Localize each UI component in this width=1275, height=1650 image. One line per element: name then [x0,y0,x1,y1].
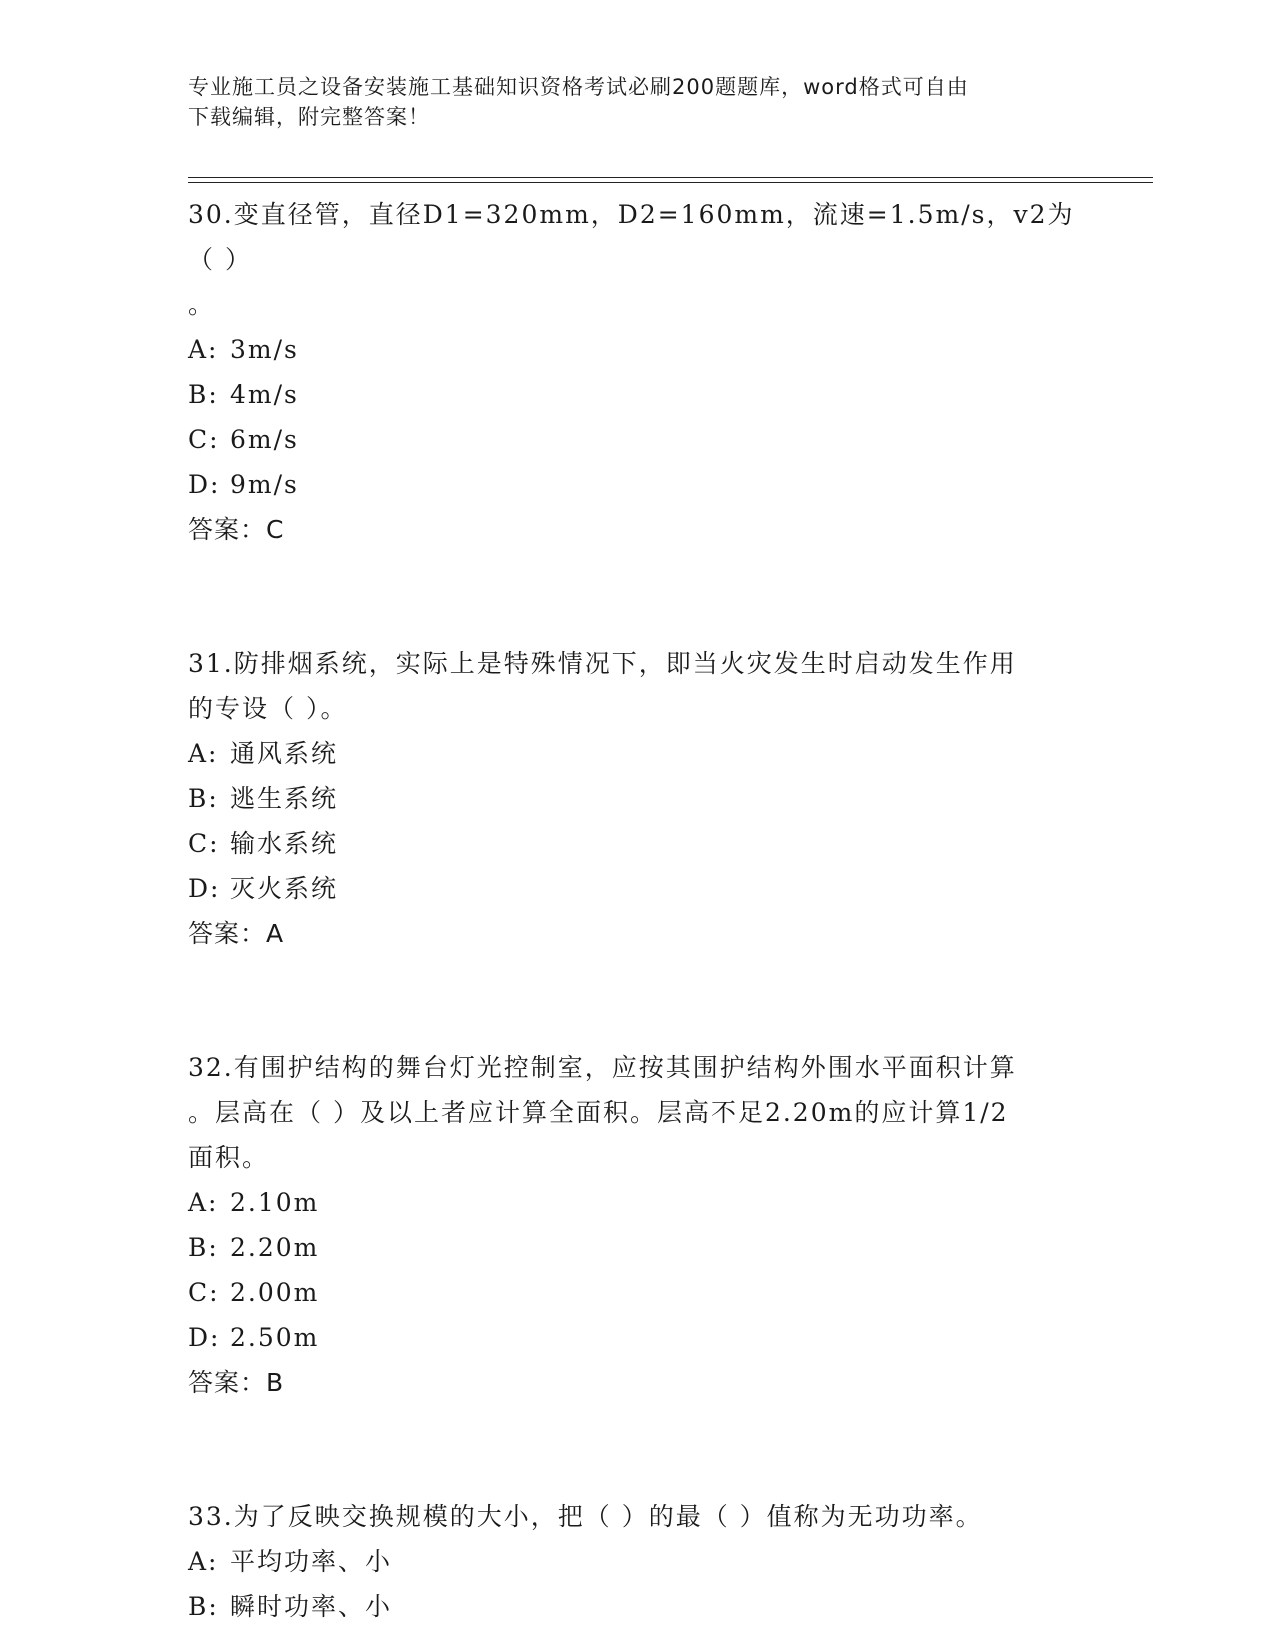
question-stem-line: 31.防排烟系统，实际上是特殊情况下，即当火灾发生时启动发生作用 [188,649,1017,678]
option-text: 逃生系统 [230,784,339,813]
answer-option [188,462,1088,507]
question-stem-line: 的专设（ ）。 [188,694,348,723]
option-letter: C: [188,1278,220,1307]
option-letter: B: [188,380,219,409]
option-text: 通风系统 [230,739,339,768]
option-text: 2.20m [230,1233,320,1262]
answer-option [188,1180,1088,1225]
option-text: 3m/s [230,335,299,364]
question-block [188,641,1088,956]
document-header [188,72,1068,132]
question-block [188,1494,1088,1629]
header-line-1: 专业施工员之设备安装施工基础知识资格考试必刷200题题库，word格式可自由 [188,75,969,99]
option-letter: B: [188,1233,219,1262]
option-letter: C: [188,425,220,454]
question-block [188,192,1088,552]
answer-option [188,1225,1088,1270]
answer-option [188,731,1088,776]
option-letter: B: [188,1592,219,1621]
option-text: 2.00m [230,1278,320,1307]
header-divider-bottom [188,182,1153,183]
header-line-2: 下载编辑，附完整答案！ [188,105,430,129]
option-text: 9m/s [230,470,299,499]
option-letter: D: [188,1323,221,1352]
question-block [188,1045,1088,1405]
header-divider-top [188,177,1153,178]
answer-option [188,776,1088,821]
option-letter: D: [188,874,221,903]
option-text: 输水系统 [230,829,339,858]
option-letter: B: [188,784,219,813]
answer-key: 答案：A [188,919,285,948]
answer-option [188,1584,1088,1629]
question-stem-line: 。层高在（ ）及以上者应计算全面积。层高不足2.20m的应计算1/2 [188,1098,1009,1127]
answer-key: 答案：C [188,515,285,544]
answer-option [188,866,1088,911]
question-stem-line: 30.变直径管，直径D1=320mm，D2=160mm，流速=1.5m/s，v2为（ ） [188,200,1075,274]
answer-option [188,1315,1088,1360]
option-letter: A: [188,1188,219,1217]
option-letter: A: [188,335,219,364]
question-stem-line: 。 [188,290,216,319]
option-letter: C: [188,829,220,858]
option-text: 6m/s [230,425,299,454]
answer-key: 答案：B [188,1368,285,1397]
question-list [188,192,1088,1629]
option-text: 平均功率、小 [230,1547,393,1576]
option-text: 2.10m [230,1188,320,1217]
question-stem-line: 32.有围护结构的舞台灯光控制室，应按其围护结构外围水平面积计算 [188,1053,1017,1082]
answer-option [188,1539,1088,1584]
option-text: 灭火系统 [230,874,339,903]
answer-option [188,327,1088,372]
option-text: 2.50m [230,1323,320,1352]
question-stem-line: 33.为了反映交换规模的大小，把（ ）的最（ ）值称为无功功率。 [188,1502,983,1531]
answer-option [188,417,1088,462]
answer-option [188,372,1088,417]
answer-option [188,1270,1088,1315]
option-letter: A: [188,739,219,768]
answer-option [188,821,1088,866]
option-letter: A: [188,1547,219,1576]
option-letter: D: [188,470,221,499]
option-text: 4m/s [230,380,299,409]
question-stem-line: 面积。 [188,1143,270,1172]
option-text: 瞬时功率、小 [230,1592,393,1621]
